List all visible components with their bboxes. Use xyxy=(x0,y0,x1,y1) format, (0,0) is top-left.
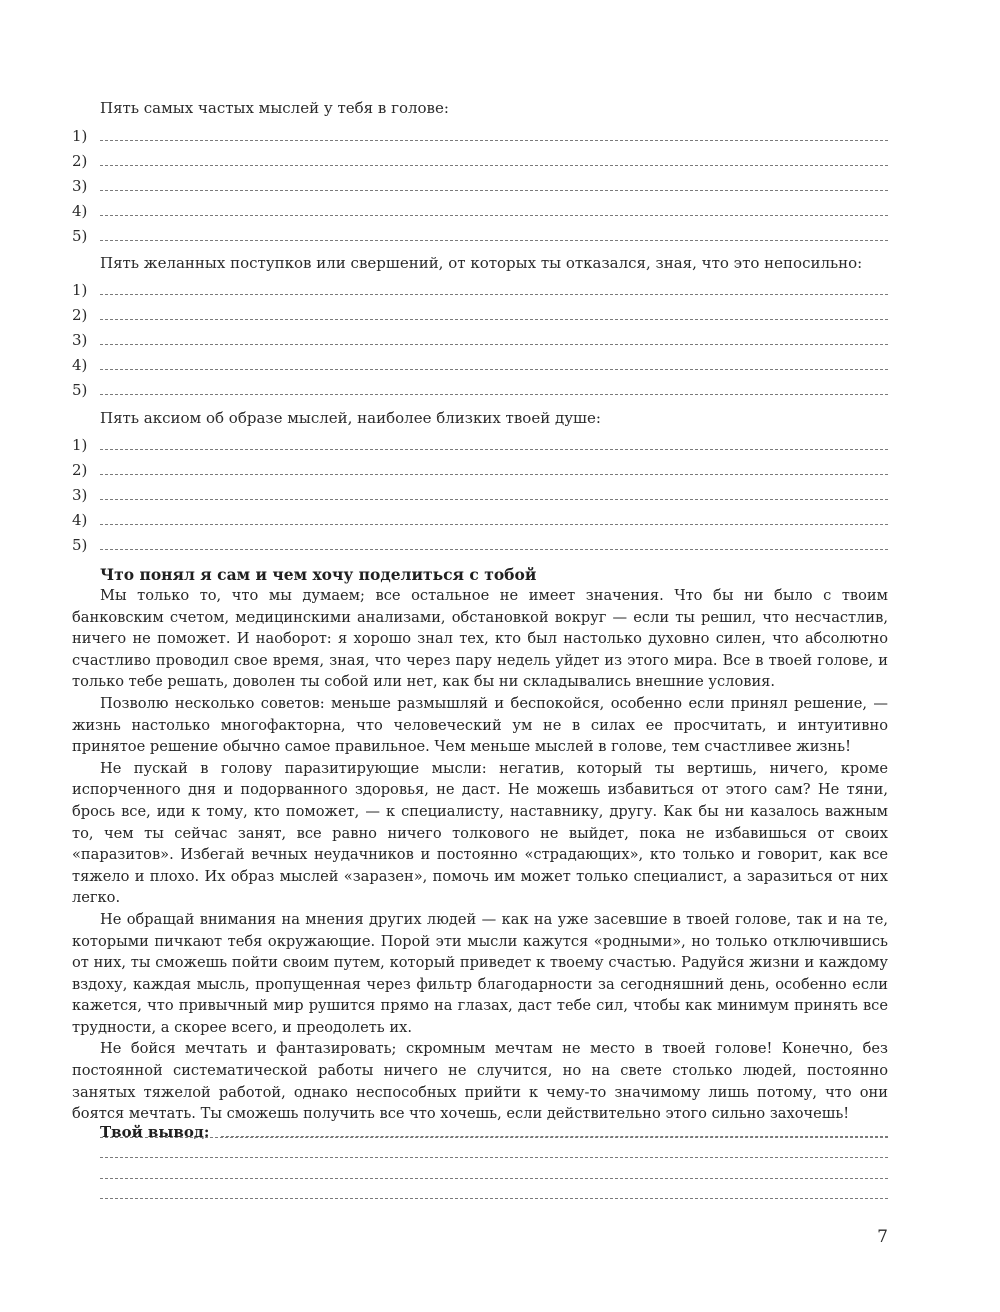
line-number: 5) xyxy=(72,381,88,399)
paragraph: Мы только то, что мы думаем; все остальное не имеет значения. Что бы ни было с твоим банковским счетом, медицинскими анализами, обстановкой вокруг — если ты решил, что несчастлив, ничего не поможет. И наоборот: я хорошо знал тех, кто был настолько духовно силен, что абсолютно счастливо проводил свое время, зная, что через пару недель уйдет из этого мира. Все в твоей голове, и только тебе решать, доволен ты собой или нет, как бы ни складывались внешние условия. xyxy=(72,587,888,691)
dotted-line xyxy=(100,240,888,241)
conclusion-blank-line[interactable] xyxy=(100,1198,888,1199)
answer-line[interactable] xyxy=(72,481,888,505)
dotted-line xyxy=(100,344,888,345)
line-number: 1) xyxy=(72,436,88,454)
dotted-line xyxy=(100,499,888,500)
answer-line[interactable] xyxy=(72,222,888,246)
conclusion-row[interactable] xyxy=(100,1120,888,1142)
paragraph: Не пускай в голову паразитирующие мысли: негатив, который ты вертишь, ничего, кроме испорченного дня и подорванного здоровья, не даст. Не можешь избавиться от этого сам? Не тяни, брось все, иди к тому, кто поможет, — к специалисту, наставнику, другу. Как бы ни казалось важным то, чем ты сейчас занят, все равно ничего толкового не выйдет, пока не избавишься от своих «паразитов». Избегай вечных неудачников и постоянно «страдающих», кто только и говорит, как все тяжело и плохо. Их образ мыслей «заразен», помочь им может только специалист, а заразиться от них легко. xyxy=(72,759,888,907)
answer-line[interactable] xyxy=(72,276,888,300)
answer-line[interactable] xyxy=(72,506,888,530)
dotted-line xyxy=(100,319,888,320)
paragraph: Не обращай внимания на мнения других людей — как на уже засевшие в твоей голове, так и на те, которыми пичкают тебя окружающие. Порой эти мысли кажутся «родными», но только отключившись от них, ты сможешь пойти своим путем, который приведет к твоему счастью. Радуйся жизни и каждому вздоху, каждая мысль, пропущенная через фильтр благодарности за сегодняшний день, особенно если кажется, что привычный мир рушится прямо на глазах, даст тебе сил, чтобы как минимум принять все трудности, а скорее всего, и преодолеть их. xyxy=(72,910,888,1036)
dotted-line xyxy=(100,294,888,295)
dotted-line xyxy=(100,449,888,450)
line-number: 1) xyxy=(72,127,88,145)
answer-line[interactable] xyxy=(72,197,888,221)
answer-line[interactable] xyxy=(72,122,888,146)
answer-line[interactable] xyxy=(72,326,888,350)
dotted-line xyxy=(100,369,888,370)
line-number: 3) xyxy=(72,486,88,504)
list-prompt: Пять аксиом об образе мыслей, наиболее близких твоей душе: xyxy=(100,409,601,427)
answer-line[interactable] xyxy=(72,172,888,196)
line-number: 2) xyxy=(72,461,88,479)
page-number: 7 xyxy=(877,1227,888,1247)
paragraph: Не бойся мечтать и фантазировать; скромным мечтам не место в твоей голове! Конечно, без постоянной систематической работы ничего не случится, но на свете столько людей, постоянно занятых тяжелой работой, однако неспособных прийти к чему-то значимому лишь потому, что они боятся мечтать. Ты сможешь получить все что хочешь, если действительно этого сильно захочешь! xyxy=(72,1040,888,1123)
answer-line[interactable] xyxy=(72,147,888,171)
conclusion-label: Твой вывод: xyxy=(100,1123,210,1141)
line-number: 3) xyxy=(72,331,88,349)
dotted-line xyxy=(100,190,888,191)
answer-line[interactable] xyxy=(72,376,888,400)
line-number: 4) xyxy=(72,356,88,374)
dotted-line xyxy=(100,215,888,216)
list-prompt: Пять самых частых мыслей у тебя в голове: xyxy=(100,99,449,117)
line-number: 2) xyxy=(72,306,88,324)
answer-line[interactable] xyxy=(72,456,888,480)
conclusion-blank-line[interactable] xyxy=(100,1137,888,1138)
line-number: 5) xyxy=(72,536,88,554)
conclusion-blank-line[interactable] xyxy=(100,1178,888,1179)
section-heading: Что понял я сам и чем хочу поделиться с тобой xyxy=(100,565,537,584)
line-number: 4) xyxy=(72,511,88,529)
conclusion-blank-line[interactable] xyxy=(100,1157,888,1158)
dotted-line xyxy=(100,140,888,141)
line-number: 2) xyxy=(72,152,88,170)
line-number: 4) xyxy=(72,202,88,220)
dotted-line xyxy=(100,524,888,525)
dotted-line xyxy=(100,474,888,475)
list-prompt: Пять желанных поступков или свершений, от которых ты отказался, зная, что это непосильно: xyxy=(100,254,863,272)
line-number: 3) xyxy=(72,177,88,195)
line-number: 1) xyxy=(72,281,88,299)
body-text xyxy=(72,585,888,1125)
line-number: 5) xyxy=(72,227,88,245)
dotted-line xyxy=(100,549,888,550)
dotted-line xyxy=(100,394,888,395)
answer-line[interactable] xyxy=(72,531,888,555)
paragraph: Позволю несколько советов: меньше размышляй и беспокойся, особенно если принял решение, — жизнь настолько многофакторна, что человеческий ум не в силах ее просчитать, и интуитивно принятое решение обычно самое правильное. Чем меньше мыслей в голове, тем счастливее жизнь! xyxy=(72,694,888,756)
dotted-line xyxy=(100,165,888,166)
answer-line[interactable] xyxy=(72,301,888,325)
answer-line[interactable] xyxy=(72,351,888,375)
answer-line[interactable] xyxy=(72,431,888,455)
